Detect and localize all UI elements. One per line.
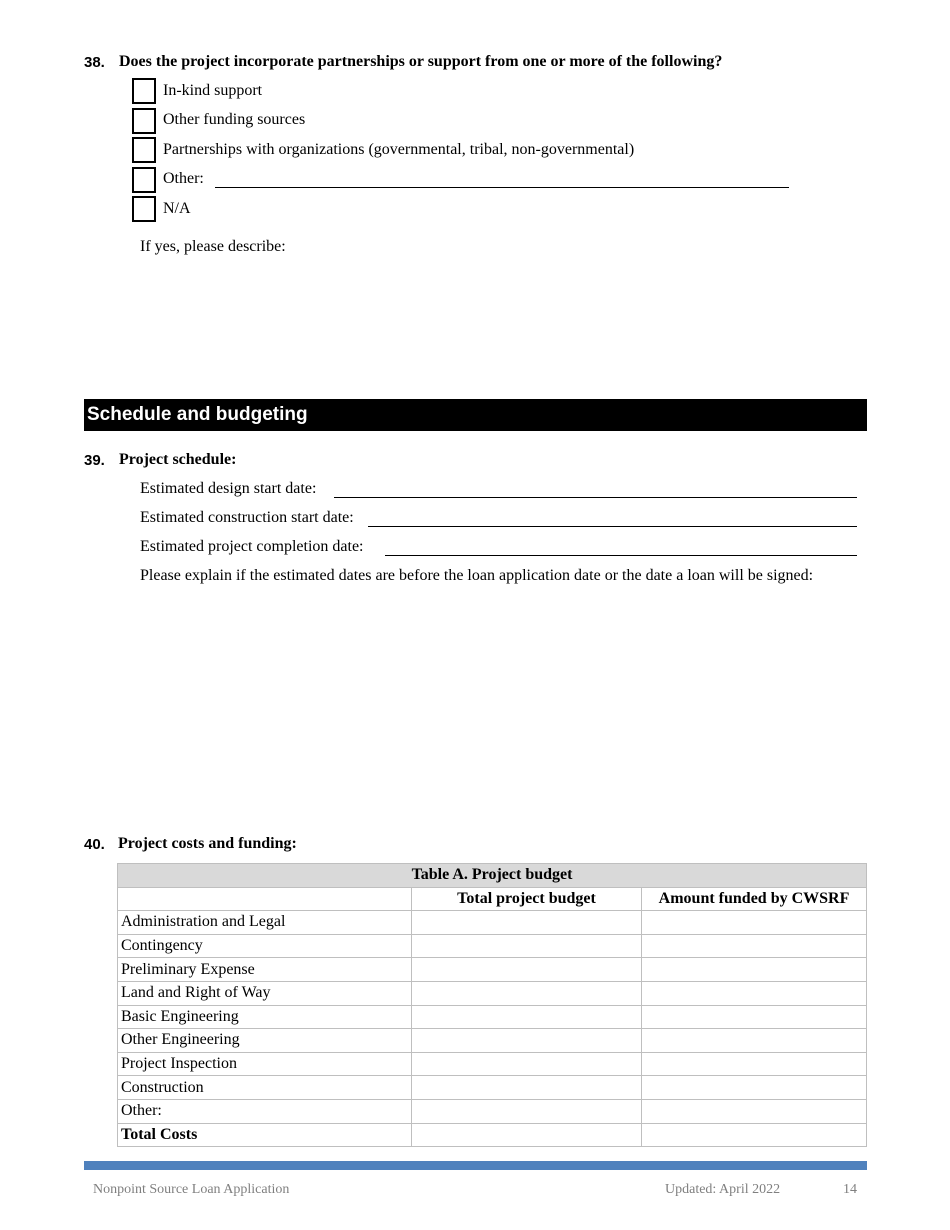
total-budget-cell[interactable] — [412, 1029, 642, 1053]
question-40-number: 40. — [84, 836, 105, 853]
question-40-text: Project costs and funding: — [118, 835, 297, 852]
row-label: Construction — [118, 1076, 412, 1100]
explain-dates-label: Please explain if the estimated dates are before the loan application date or the date a loan will be signed: — [140, 567, 814, 584]
header-item — [118, 887, 412, 911]
total-budget-cell[interactable] — [412, 1076, 642, 1100]
table-row — [118, 934, 867, 958]
design-start-date-label: Estimated design start date: — [140, 480, 317, 497]
footer-divider — [84, 1161, 867, 1170]
option-other-funding-label: Other funding sources — [163, 111, 306, 128]
completion-date-line[interactable] — [385, 555, 857, 556]
total-budget-cell[interactable] — [412, 958, 642, 982]
table-row — [118, 1076, 867, 1100]
checkbox-in-kind-support[interactable] — [132, 78, 156, 104]
header-total-project-budget: Total project budget — [412, 887, 642, 911]
total-budget-cell[interactable] — [412, 981, 642, 1005]
section-header-schedule-budgeting: Schedule and budgeting — [84, 399, 867, 431]
row-label: Land and Right of Way — [118, 981, 412, 1005]
row-label: Project Inspection — [118, 1052, 412, 1076]
design-start-date-line[interactable] — [334, 497, 857, 498]
option-partnerships-label: Partnerships with organizations (governmental, tribal, non-governmental) — [163, 141, 635, 158]
completion-date-label: Estimated project completion date: — [140, 538, 364, 555]
cwsrf-amount-cell[interactable] — [642, 911, 867, 935]
other-text-line[interactable] — [215, 187, 789, 188]
row-label-total: Total Costs — [118, 1123, 412, 1147]
cwsrf-amount-cell[interactable] — [642, 1052, 867, 1076]
table-row — [118, 1005, 867, 1029]
construction-start-date-line[interactable] — [368, 526, 857, 527]
row-label: Basic Engineering — [118, 1005, 412, 1029]
table-row — [118, 1099, 867, 1123]
option-na-label: N/A — [163, 200, 191, 217]
row-label: Other Engineering — [118, 1029, 412, 1053]
describe-label: If yes, please describe: — [140, 238, 286, 255]
cwsrf-amount-cell[interactable] — [642, 1099, 867, 1123]
checkbox-na[interactable] — [132, 196, 156, 222]
table-row — [118, 1052, 867, 1076]
question-39-number: 39. — [84, 452, 105, 469]
total-budget-cell[interactable] — [412, 934, 642, 958]
total-budget-cell[interactable] — [412, 1005, 642, 1029]
row-label: Preliminary Expense — [118, 958, 412, 982]
table-row — [118, 911, 867, 935]
table-row — [118, 958, 867, 982]
cwsrf-amount-cell[interactable] — [642, 934, 867, 958]
total-budget-cell[interactable] — [412, 911, 642, 935]
cwsrf-amount-cell[interactable] — [642, 1076, 867, 1100]
table-caption: Table A. Project budget — [118, 864, 867, 888]
checkbox-partnerships[interactable] — [132, 137, 156, 163]
total-budget-cell[interactable] — [412, 1099, 642, 1123]
question-39-text: Project schedule: — [119, 451, 237, 468]
cwsrf-amount-cell[interactable] — [642, 958, 867, 982]
cwsrf-amount-cell[interactable] — [642, 1029, 867, 1053]
question-38-number: 38. — [84, 54, 105, 71]
option-other-label: Other: — [163, 170, 204, 187]
cwsrf-amount-cell[interactable] — [642, 1005, 867, 1029]
option-in-kind-support-label: In-kind support — [163, 82, 263, 99]
cwsrf-amount-cell[interactable] — [642, 981, 867, 1005]
total-budget-cell[interactable] — [412, 1123, 642, 1147]
row-label: Contingency — [118, 934, 412, 958]
construction-start-date-label: Estimated construction start date: — [140, 509, 354, 526]
total-budget-cell[interactable] — [412, 1052, 642, 1076]
cwsrf-amount-cell[interactable] — [642, 1123, 867, 1147]
table-row-total — [118, 1123, 867, 1147]
project-budget-table — [117, 863, 867, 1147]
footer-page-number: 14 — [843, 1182, 857, 1197]
table-row — [118, 981, 867, 1005]
table-row — [118, 1029, 867, 1053]
header-amount-funded: Amount funded by CWSRF — [642, 887, 867, 911]
checkbox-other-funding-sources[interactable] — [132, 108, 156, 134]
checkbox-other[interactable] — [132, 167, 156, 193]
row-label: Administration and Legal — [118, 911, 412, 935]
footer-document-title: Nonpoint Source Loan Application — [93, 1182, 290, 1197]
row-label: Other: — [118, 1099, 412, 1123]
question-38-text: Does the project incorporate partnerships or support from one or more of the following? — [119, 53, 723, 70]
footer-updated-date: Updated: April 2022 — [665, 1182, 781, 1197]
